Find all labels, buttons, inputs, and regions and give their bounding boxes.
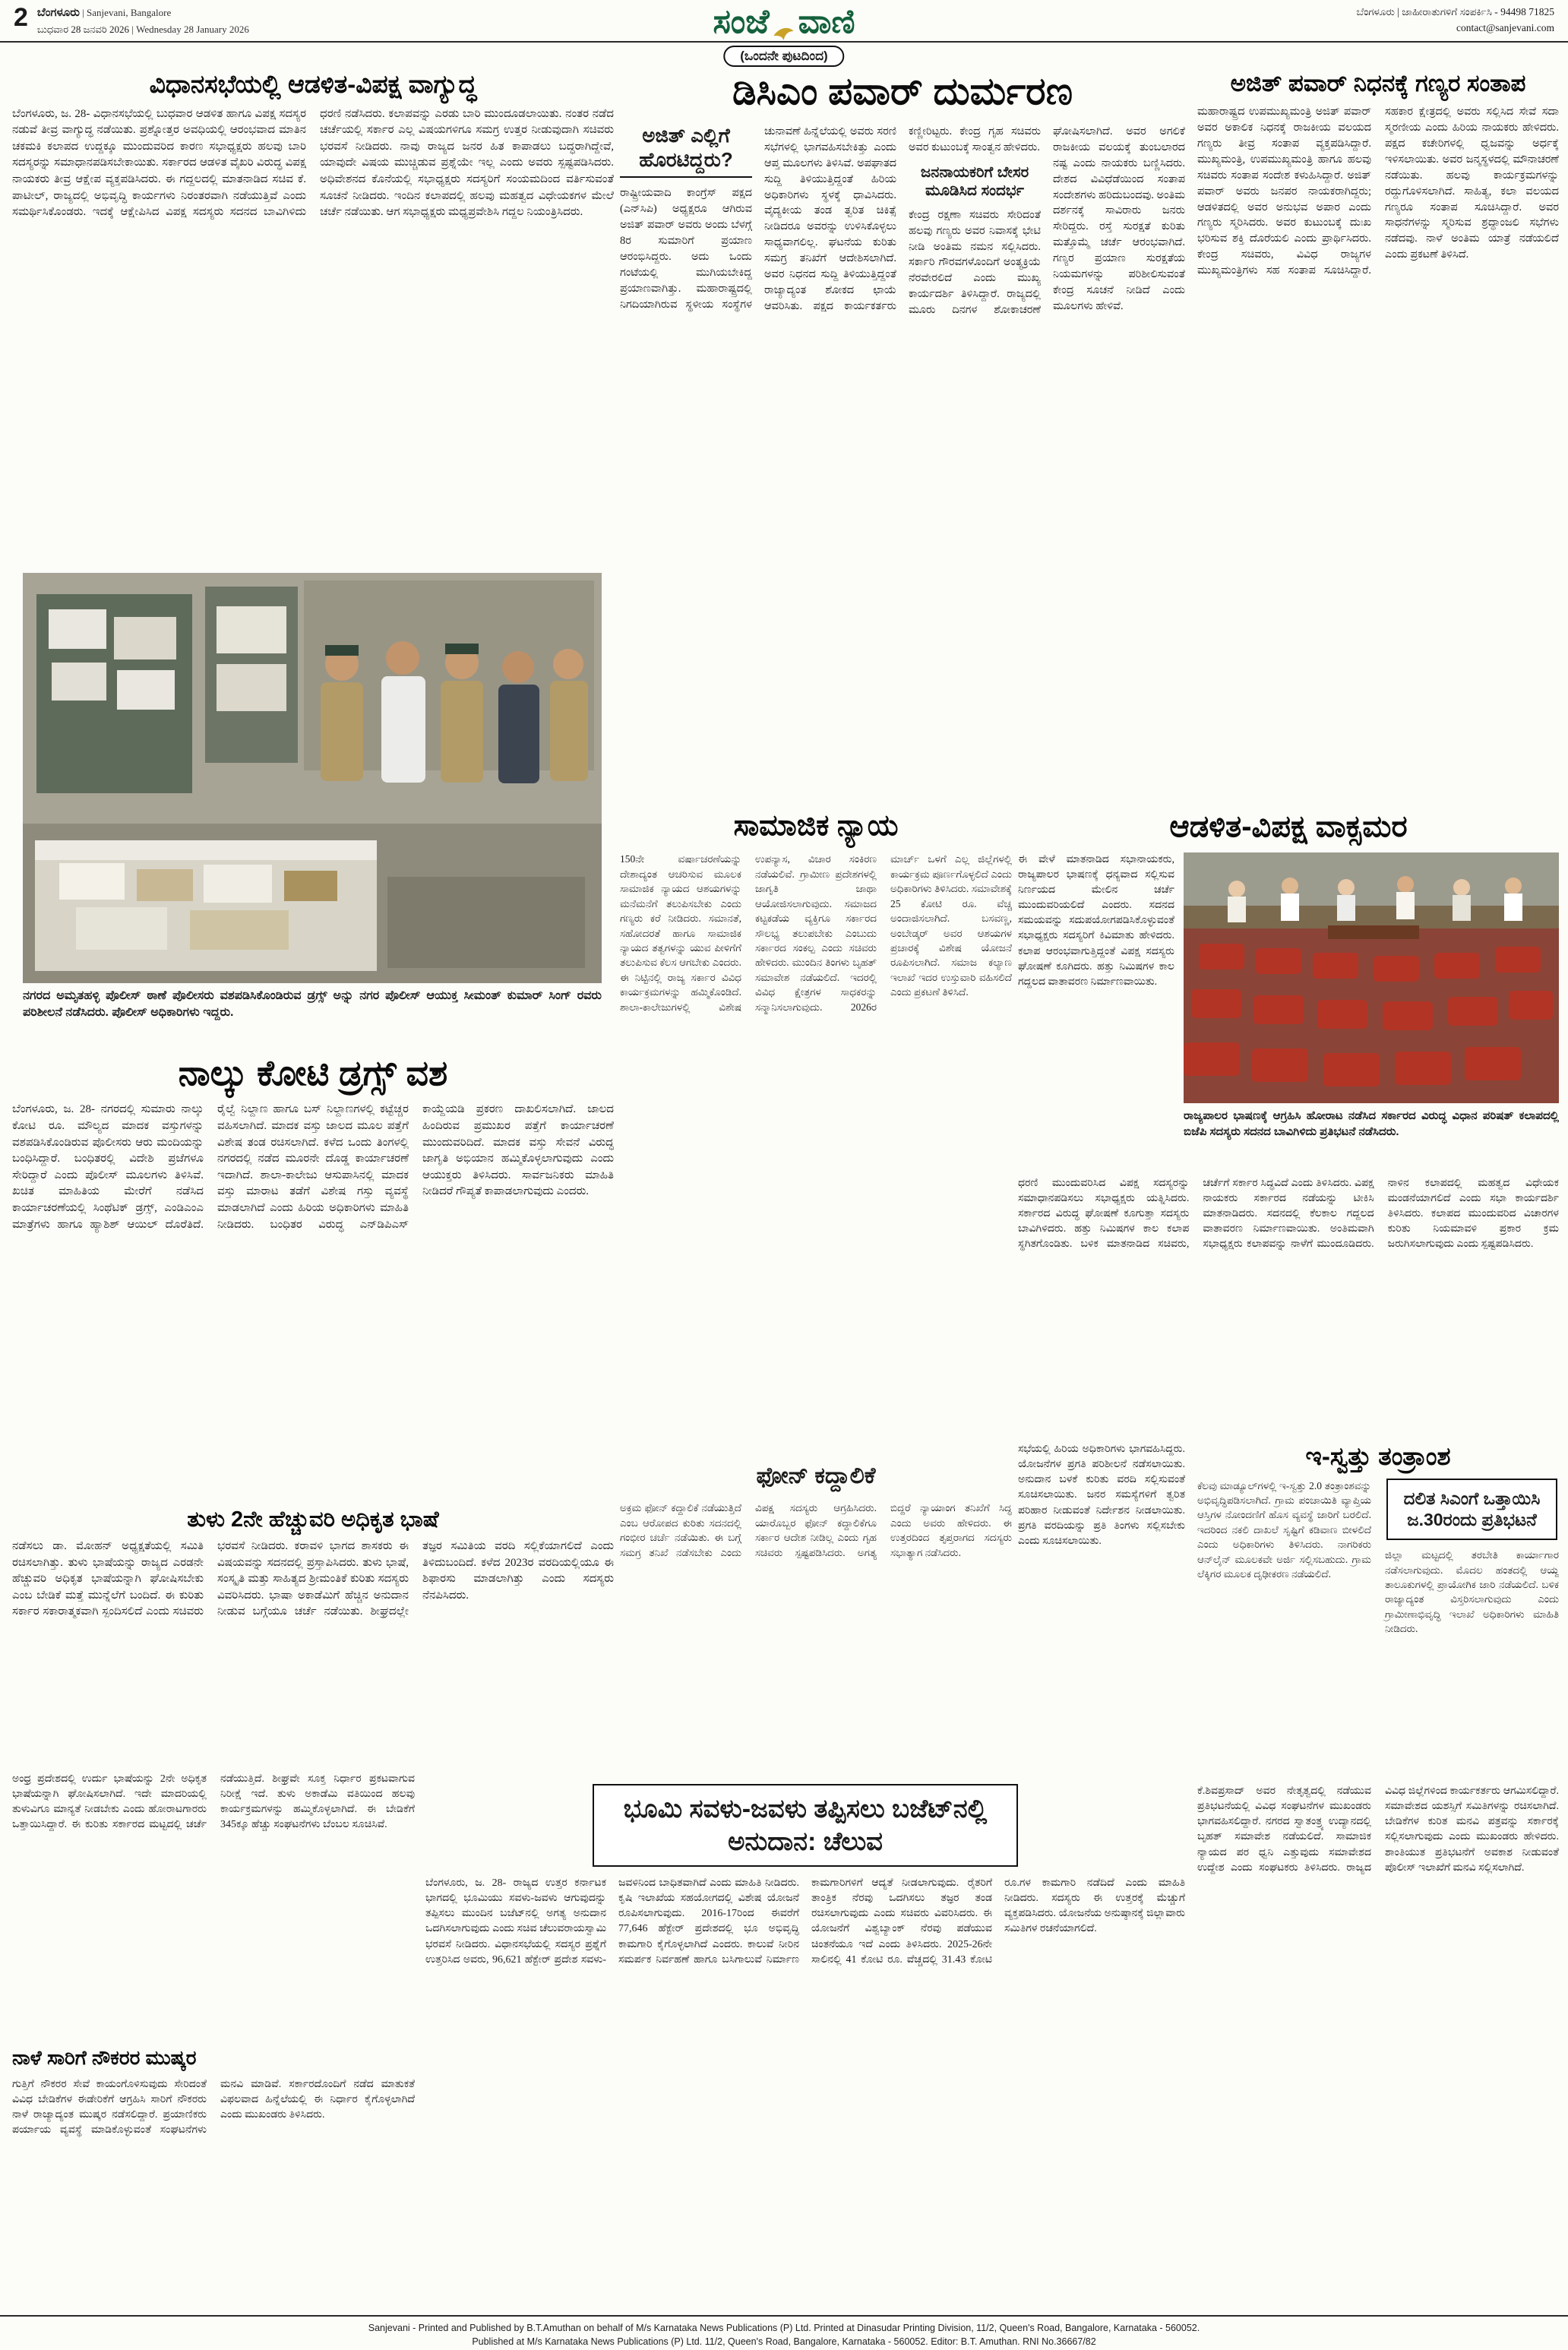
edition-info bbox=[14, 5, 249, 41]
article-body bbox=[1197, 1479, 1559, 1767]
masthead-bird-icon bbox=[773, 13, 795, 31]
page-header bbox=[0, 0, 1568, 43]
article-pawar-condolences bbox=[1197, 70, 1559, 804]
article-headline: ಸಾಮಾಜಿಕ ನ್ಯಾಯ bbox=[733, 810, 899, 842]
edition-date-kn: ಬುಧವಾರ 28 ಜನವರಿ 2026 bbox=[36, 23, 129, 35]
article-crosshead: ಜನನಾಯಕರಿಗೆ ಬೇಸರ ಮೂಡಿಸಿದ ಸಂದರ್ಭ bbox=[920, 163, 1029, 199]
subheadline-transport-strike: ನಾಳೆ ಸಾರಿಗೆ ನೌಕರರ ಮುಷ್ಕರ bbox=[12, 2046, 197, 2069]
imprint-line-2: Published at M/s Karnataka News Publications (P) Ltd. 11/2, Queen's Road, Bangalore, Karnataka - 560052. Editor: B.T. Amuthan. RNI No.36667/82 bbox=[472, 2336, 1096, 2348]
article-body: ಗುತ್ತಿಗೆ ನೌಕರರ ಸೇವೆ ಕಾಯಂಗೊಳಿಸುವುದು ಸೇರಿದಂತೆ ವಿವಿಧ ಬೇಡಿಕೆಗಳ ಈಡೇರಿಕೆಗೆ ಆಗ್ರಹಿಸಿ ಸಾರಿಗೆ ನೌಕರರು ನಾಳೆ ರಾಜ್ಯಾದ್ಯಂತ ಮುಷ್ಕರ ನಡೆಸಲಿದ್ದಾರೆ. ಪ್ರಯಾಣಿಕರು ಪರ್ಯಾಯ ವ್ಯವಸ್ಥೆ ಮಾಡಿಕೊಳ್ಳುವಂತೆ ಸಂಘಟನೆಗಳು ಮನವಿ ಮಾಡಿವೆ. ಸರ್ಕಾರದೊಂದಿಗೆ ನಡೆದ ಮಾತುಕತೆ ವಿಫಲವಾದ ಹಿನ್ನೆಲೆಯಲ್ಲಿ ಈ ನಿರ್ಧಾರ ಕೈಗೊಳ್ಳಲಾಗಿದೆ ಎಂದು ಮುಖಂಡರು ತಿಳಿಸಿದರು. bbox=[12, 2078, 415, 2137]
article-vidhanasabha bbox=[12, 70, 614, 568]
article-dcm-pawar bbox=[620, 70, 1185, 804]
edition-city-kn: ಬೆಂಗಳೂರು bbox=[36, 7, 80, 19]
contact-info bbox=[1356, 5, 1554, 41]
article-tulu-language bbox=[12, 1507, 614, 1767]
article-headline: ಅಜಿತ್ ಪವಾರ್ ನಿಧನಕ್ಕೆ ಗಣ್ಯರ ಸಂತಾಪ bbox=[1230, 70, 1526, 96]
advert-contact-line: ಬೆಂಗಳೂರು | ಜಾಹೀರಾತುಗಳಿಗೆ ಸಂಪರ್ಕಿಸಿ - 94498 71825 bbox=[1356, 6, 1554, 17]
imprint bbox=[0, 2315, 1568, 2350]
article-body: ಬೆಂಗಳೂರು, ಜ. 28- ನಗರದಲ್ಲಿ ಸುಮಾರು ನಾಲ್ಕು ಕೋಟಿ ರೂ. ಮೌಲ್ಯದ ಮಾದಕ ವಸ್ತುಗಳನ್ನು ವಶಪಡಿಸಿಕೊಂಡಿರುವ ಪೊಲೀಸರು ಆರು ಮಂದಿಯನ್ನು ಬಂಧಿಸಿದ್ದಾರೆ. ಬಂಧಿತರಲ್ಲಿ ವಿದೇಶಿ ಪ್ರಜೆಗಳೂ ಸೇರಿದ್ದಾರೆ ಎಂದು ಪೊಲೀಸ್ ಮೂಲಗಳು ತಿಳಿಸಿವೆ. ಖಚಿತ ಮಾಹಿತಿಯ ಮೇರೆಗೆ ನಡೆಸಿದ ಕಾರ್ಯಾಚರಣೆಯಲ್ಲಿ ಸಿಂಥೆಟಿಕ್ ಡ್ರಗ್ಸ್, ಎಂಡಿಎಂಎ ಮಾತ್ರೆಗಳು ಹಾಗೂ ಹ್ಯಾಶಿಶ್ ಆಯಿಲ್ ದೊರೆತಿದೆ. ರೈಲ್ವೆ ನಿಲ್ದಾಣ ಹಾಗೂ ಬಸ್ ನಿಲ್ದಾಣಗಳಲ್ಲಿ ಕಟ್ಟೆಚ್ಚರ ವಹಿಸಲಾಗಿದೆ. ಮಾದಕ ವಸ್ತು ಜಾಲದ ಮೂಲ ಪತ್ತೆಗೆ ವಿಶೇಷ ತಂಡ ರಚಿಸಲಾಗಿದೆ. ಕಳೆದ ಒಂದು ತಿಂಗಳಲ್ಲಿ ನಗರದಲ್ಲಿ ನಡೆದ ಮೂರನೇ ದೊಡ್ಡ ಕಾರ್ಯಾಚರಣೆ ಇದಾಗಿದೆ. ಶಾಲಾ-ಕಾಲೇಜು ಆಸುಪಾಸಿನಲ್ಲಿ ಮಾದಕ ವಸ್ತು ಮಾರಾಟ ತಡೆಗೆ ವಿಶೇಷ ಗಸ್ತು ವ್ಯವಸ್ಥೆ ಮಾಡಲಾಗಿದೆ ಎಂದು ಹಿರಿಯ ಅಧಿಕಾರಿಗಳು ಮಾಹಿತಿ ನೀಡಿದರು. ಬಂಧಿತರ ವಿರುದ್ಧ ಎನ್‌ಡಿಪಿಎಸ್ ಕಾಯ್ದೆಯಡಿ ಪ್ರಕರಣ ದಾಖಲಿಸಲಾಗಿದೆ. ಜಾಲದ ಹಿಂದಿರುವ ಪ್ರಮುಖರ ಪತ್ತೆಗೆ ಕಾರ್ಯಾಚರಣೆ ಮುಂದುವರಿದಿದೆ. ಮಾದಕ ವಸ್ತು ಸೇವನೆ ವಿರುದ್ಧ ಜಾಗೃತಿ ಅಭಿಯಾನ ಹಮ್ಮಿಕೊಳ್ಳಲಾಗುವುದು ಎಂದು ಆಯುಕ್ತರು ತಿಳಿಸಿದರು. ಸಾರ್ವಜನಿಕರು ಮಾಹಿತಿ ನೀಡಿದರೆ ಗೌಪ್ಯತೆ ಕಾಪಾಡಲಾಗುವುದು ಎಂದರು. bbox=[12, 1103, 614, 1231]
article-tulu-continued bbox=[12, 1772, 415, 2308]
imprint-line-1: Sanjevani - Printed and Published by B.T.Amuthan on behalf of M/s Karnataka News Publications (P) Ltd. Printed at Dinasudar Printing Division, 11/2, Queen's Road, Bangalore, Karnataka - 560052. bbox=[368, 2323, 1200, 2333]
article-body: 150ನೇ ವರ್ಷಾಚರಣೆಯನ್ನು ದೇಶಾದ್ಯಂತ ಆಚರಿಸುವ ಮೂಲಕ ಸಾಮಾಜಿಕ ನ್ಯಾಯದ ಆಶಯಗಳನ್ನು ಮನೆಮನೆಗೆ ತಲುಪಿಸಬೇಕು ಎಂದು ಗಣ್ಯರು ಕರೆ ನೀಡಿದರು. ಸಮಾನತೆ, ಸಹೋದರತೆ ಹಾಗೂ ಸಾಮಾಜಿಕ ನ್ಯಾಯದ ತತ್ವಗಳನ್ನು ಯುವ ಪೀಳಿಗೆಗೆ ತಲುಪಿಸುವ ಕೆಲಸ ಆಗಬೇಕು ಎಂದರು. ಈ ನಿಟ್ಟಿನಲ್ಲಿ ರಾಜ್ಯ ಸರ್ಕಾರ ವಿವಿಧ ಕಾರ್ಯಕ್ರಮಗಳನ್ನು ಹಮ್ಮಿಕೊಂಡಿದೆ. ಶಾಲಾ-ಕಾಲೇಜುಗಳಲ್ಲಿ ವಿಶೇಷ ಉಪನ್ಯಾಸ, ವಿಚಾರ ಸಂಕಿರಣ ನಡೆಯಲಿವೆ. ಗ್ರಾಮೀಣ ಪ್ರದೇಶಗಳಲ್ಲಿ ಜಾಗೃತಿ ಜಾಥಾ ಆಯೋಜಿಸಲಾಗುವುದು. ಸಮಾಜದ ಕಟ್ಟಕಡೆಯ ವ್ಯಕ್ತಿಗೂ ಸರ್ಕಾರದ ಸೌಲಭ್ಯ ತಲುಪಬೇಕು ಎಂಬುದು ಸರ್ಕಾರದ ಸಂಕಲ್ಪ ಎಂದು ಸಚಿವರು ಹೇಳಿದರು. ಮುಂದಿನ ತಿಂಗಳು ಬೃಹತ್ ಸಮಾವೇಶ ನಡೆಯಲಿದೆ. ಇದರಲ್ಲಿ ವಿವಿಧ ಕ್ಷೇತ್ರಗಳ ಸಾಧಕರನ್ನು ಸನ್ಮಾನಿಸಲಾಗುವುದು. 2026ರ ಮಾರ್ಚ್ ಒಳಗೆ ಎಲ್ಲ ಜಿಲ್ಲೆಗಳಲ್ಲಿ ಕಾರ್ಯಕ್ರಮ ಪೂರ್ಣಗೊಳ್ಳಲಿದೆ ಎಂದು ಅಧಿಕಾರಿಗಳು ತಿಳಿಸಿದರು. ಸಮಾವೇಶಕ್ಕೆ 25 ಕೋಟಿ ರೂ. ವೆಚ್ಚ ಅಂದಾಜಿಸಲಾಗಿದೆ. ಬಸವಣ್ಣ, ಅಂಬೇಡ್ಕರ್ ಅವರ ಆಶಯಗಳ ಪ್ರಚಾರಕ್ಕೆ ವಿಶೇಷ ಯೋಜನೆ ರೂಪಿಸಲಾಗಿದೆ. ಸಮಾಜ ಕಲ್ಯಾಣ ಇಲಾಖೆ ಇದರ ಉಸ್ತುವಾರಿ ವಹಿಸಲಿದೆ ಎಂದು ಪ್ರಕಟಣೆ ತಿಳಿಸಿದೆ. bbox=[620, 853, 1012, 1013]
article-bhoomi-budget bbox=[425, 1784, 1185, 2310]
article-body: ಕೆ.ಶಿವಪ್ರಸಾದ್ ಅವರ ನೇತೃತ್ವದಲ್ಲಿ ನಡೆಯುವ ಪ್ರತಿಭಟನೆಯಲ್ಲಿ ವಿವಿಧ ಸಂಘಟನೆಗಳ ಮುಖಂಡರು ಭಾಗವಹಿಸಲಿದ್ದಾರೆ. ನಗರದ ಸ್ವಾತಂತ್ರ್ಯ ಉದ್ಯಾನದಲ್ಲಿ ಬೃಹತ್ ಸಮಾವೇಶ ನಡೆಯಲಿದೆ. ಸಾಮಾಜಿಕ ನ್ಯಾಯದ ಪರ ಧ್ವನಿ ಎತ್ತುವುದು ಸಮಾವೇಶದ ಉದ್ದೇಶ ಎಂದು ಸಂಘಟಕರು ತಿಳಿಸಿದರು. ರಾಜ್ಯದ ವಿವಿಧ ಜಿಲ್ಲೆಗಳಿಂದ ಕಾರ್ಯಕರ್ತರು ಆಗಮಿಸಲಿದ್ದಾರೆ. ಸಮಾವೇಶದ ಯಶಸ್ಸಿಗೆ ಸಮಿತಿಗಳನ್ನು ರಚಿಸಲಾಗಿದೆ. ಬೇಡಿಕೆಗಳ ಕುರಿತ ಮನವಿ ಪತ್ರವನ್ನು ಸರ್ಕಾರಕ್ಕೆ ಸಲ್ಲಿಸಲಾಗುವುದು ಎಂದು ಮುಖಂಡರು ಹೇಳಿದರು. ಶಾಂತಿಯುತ ಪ್ರತಿಭಟನೆಗೆ ಅವಕಾಶ ನೀಡುವಂತೆ ಪೊಲೀಸ್ ಇಲಾಖೆಗೆ ಮನವಿ ಸಲ್ಲಿಸಲಾಗಿದೆ. bbox=[1197, 1785, 1559, 1874]
masthead-text-left: ಸಂಜೆ bbox=[713, 3, 770, 40]
edition-city-en: | Sanjevani, Bangalore bbox=[82, 7, 172, 18]
subheadline-phone-tapping: ಫೋನ್ ಕದ್ದಾಲಿಕೆ bbox=[756, 1463, 876, 1489]
masthead-text-right: ವಾಣಿ bbox=[798, 3, 855, 40]
article-body: ಸಭೆಯಲ್ಲಿ ಹಿರಿಯ ಅಧಿಕಾರಿಗಳು ಭಾಗವಹಿಸಿದ್ದರು. ಯೋಜನೆಗಳ ಪ್ರಗತಿ ಪರಿಶೀಲನೆ ನಡೆಸಲಾಯಿತು. ಅನುದಾನ ಬಳಕೆ ಕುರಿತು ವರದಿ ಸಲ್ಲಿಸುವಂತೆ ಸೂಚಿಸಲಾಯಿತು. ಜನರ ಸಮಸ್ಯೆಗಳಿಗೆ ತ್ವರಿತ ಪರಿಹಾರ ನೀಡುವಂತೆ ನಿರ್ದೇಶನ ನೀಡಲಾಯಿತು. ಪ್ರಗತಿ ವರದಿಯನ್ನು ಪ್ರತಿ ತಿಂಗಳು ಸಲ್ಲಿಸಬೇಕು ಎಂದು ಸೂಚಿಸಲಾಯಿತು. bbox=[1018, 1444, 1185, 1547]
article-headline: ಡಿಸಿಎಂ ಪವಾರ್ ದುರ್ಮರಣ bbox=[732, 70, 1073, 112]
article-headline: ತುಳು 2ನೇ ಹೆಚ್ಚುವರಿ ಅಧಿಕೃತ ಭಾಷೆ bbox=[187, 1507, 439, 1532]
article-body: ಬೆಂಗಳೂರು, ಜ. 28- ವಿಧಾನಸಭೆಯಲ್ಲಿ ಬುಧವಾರ ಆಡಳಿತ ಹಾಗೂ ವಿಪಕ್ಷ ಸದಸ್ಯರ ನಡುವೆ ತೀವ್ರ ವಾಗ್ಯುದ್ಧ ನಡೆಯಿತು. ಪ್ರಶ್ನೋತ್ತರ ಅವಧಿಯಲ್ಲಿ ಆರಂಭವಾದ ಮಾತಿನ ಚಕಮಕಿ ಕಲಾಪದ ಉದ್ದಕ್ಕೂ ಮುಂದುವರಿದ ಕಾರಣ ಸಭಾಧ್ಯಕ್ಷರು ಹಲವು ಬಾರಿ ಸದಸ್ಯರನ್ನು ಸಮಾಧಾನಪಡಿಸಬೇಕಾಯಿತು. ಸರ್ಕಾರದ ಆಡಳಿತ ವೈಖರಿ ವಿರುದ್ಧ ವಿಪಕ್ಷ ನಾಯಕರು ತೀವ್ರ ಆಕ್ಷೇಪ ವ್ಯಕ್ತಪಡಿಸಿದರು. ಈ ಗದ್ದಲದಲ್ಲಿ ಮಾತನಾಡಿದ ಸಚಿವ ಕೆ. ಪಾಟೀಲ್, ರಾಜ್ಯದಲ್ಲಿ ಅಭಿವೃದ್ಧಿ ಕಾರ್ಯಗಳು ನಿರಂತರವಾಗಿ ನಡೆಯುತ್ತಿವೆ ಎಂದು ಸಮರ್ಥಿಸಿಕೊಂಡರು. ಇದಕ್ಕೆ ಆಕ್ಷೇಪಿಸಿದ ವಿಪಕ್ಷ ಸದಸ್ಯರು ಸದನದ ಬಾವಿಗಿಳಿದು ಧರಣಿ ನಡೆಸಿದರು. ಕಲಾಪವನ್ನು ಎರಡು ಬಾರಿ ಮುಂದೂಡಲಾಯಿತು. ನಂತರ ನಡೆದ ಚರ್ಚೆಯಲ್ಲಿ ಸರ್ಕಾರ ಎಲ್ಲ ವಿಷಯಗಳಿಗೂ ಸಮಗ್ರ ಉತ್ತರ ನೀಡುವುದಾಗಿ ಸಚಿವರು ಭರವಸೆ ನೀಡಿದರು. ನಾವು ರಾಜ್ಯದ ಜನರ ಹಿತ ಕಾಪಾಡಲು ಬದ್ಧರಾಗಿದ್ದೇವೆ, ಯಾವುದೇ ವಿಷಯ ಮುಚ್ಚಿಡುವ ಪ್ರಶ್ನೆಯೇ ಇಲ್ಲ ಎಂದು ಅವರು ಸ್ಪಷ್ಟಪಡಿಸಿದರು. ಅಧಿವೇಶನದ ಕೊನೆಯಲ್ಲಿ ಸಭಾಧ್ಯಕ್ಷರು ಸದಸ್ಯರಿಗೆ ಸಂಯಮದಿಂದ ವರ್ತಿಸುವಂತೆ ಸೂಚನೆ ನೀಡಿದರು. ಇಂದಿನ ಕಲಾಪದಲ್ಲಿ ಹಲವು ಮಹತ್ವದ ವಿಧೇಯಕಗಳ ಮೇಲೆ ಚರ್ಚೆ ನಡೆಯಿತು. ಆಗ ಸಭಾಧ್ಯಕ್ಷರು ಮಧ್ಯಪ್ರವೇಶಿಸಿ ಗದ್ದಲ ನಿಯಂತ್ರಿಸಿದರು. bbox=[12, 107, 614, 219]
article-headline: ವಿಧಾನಸಭೆಯಲ್ಲಿ ಆಡಳಿತ-ವಿಪಕ್ಷ ವಾಗ್ಯುದ್ಧ bbox=[149, 70, 477, 98]
edition-date-en: | Wednesday 28 January 2026 bbox=[131, 23, 249, 35]
article-body-part2: ಕೇಂದ್ರ ರಕ್ಷಣಾ ಸಚಿವರು ಸೇರಿದಂತೆ ಹಲವು ಗಣ್ಯರು ಅವರ ನಿವಾಸಕ್ಕೆ ಭೇಟಿ ನೀಡಿ ಅಂತಿಮ ನಮನ ಸಲ್ಲಿಸಿದರು. ಸರ್ಕಾರಿ ಗೌರವಗಳೊಂದಿಗೆ ಅಂತ್ಯಕ್ರಿಯೆ ನೆರವೇರಲಿದೆ ಎಂದು ಮುಖ್ಯ ಕಾರ್ಯದರ್ಶಿ ತಿಳಿಸಿದ್ದಾರೆ. ರಾಜ್ಯದಲ್ಲಿ ಮೂರು ದಿನಗಳ ಶೋಕಾಚರಣೆ ಘೋಷಿಸಲಾಗಿದೆ. ಅವರ ಅಗಲಿಕೆ ರಾಜಕೀಯ ವಲಯಕ್ಕೆ ತುಂಬಲಾರದ ನಷ್ಟ ಎಂದು ನಾಯಕರು ಬಣ್ಣಿಸಿದರು. ದೇಶದ ವಿವಿಧೆಡೆಯಿಂದ ಸಂತಾಪ ಸಂದೇಶಗಳು ಹರಿದುಬಂದವು. ಅಂತಿಮ ದರ್ಶನಕ್ಕೆ ಸಾವಿರಾರು ಜನರು ಸೇರಿದ್ದರು. ರಸ್ತೆ ಸುರಕ್ಷತೆ ಕುರಿತು ಮತ್ತೊಮ್ಮೆ ಚರ್ಚೆ ಆರಂಭವಾಗಿದೆ. ಗಣ್ಯರ ಪ್ರಯಾಣ ಸುರಕ್ಷತೆಯ ನಿಯಮಗಳನ್ನು ಪರಿಶೀಲಿಸುವಂತೆ ಕೇಂದ್ರ ಸೂಚನೆ ನೀಡಿದೆ ಎಂದು ಮೂಲಗಳು ಹೇಳಿವೆ. bbox=[909, 125, 1185, 316]
article-subheadline: ಅಜಿತ್ ಎಲ್ಲಿಗೆ ಹೊರಟಿದ್ದರು? bbox=[620, 124, 752, 178]
article-side-body: ಈ ವೇಳೆ ಮಾತನಾಡಿದ ಸಭಾನಾಯಕರು, ರಾಜ್ಯಪಾಲರ ಭಾಷಣಕ್ಕೆ ಧನ್ಯವಾದ ಸಲ್ಲಿಸುವ ನಿರ್ಣಯದ ಮೇಲಿನ ಚರ್ಚೆ ಮುಂದುವರಿಯಲಿದೆ ಎಂದರು. ಸದನದ ಸಮಯವನ್ನು ಸದುಪಯೋಗಪಡಿಸಿಕೊಳ್ಳುವಂತೆ ಸಭಾಧ್ಯಕ್ಷರು ಸದಸ್ಯರಿಗೆ ಕಿವಿಮಾತು ಹೇಳಿದರು. ಕಲಾಪ ಆರಂಭವಾಗುತ್ತಿದ್ದಂತೆ ವಿಪಕ್ಷ ಸದಸ್ಯರು ಘೋಷಣೆ ಕೂಗಿದರು. ಹತ್ತು ನಿಮಿಷಗಳ ಕಾಲ ಗದ್ದಲದ ವಾತಾವರಣ ನಿರ್ಮಾಣವಾಯಿತು. bbox=[1018, 853, 1174, 988]
article-body: ಅಂಧ್ರ ಪ್ರದೇಶದಲ್ಲಿ ಉರ್ದು ಭಾಷೆಯನ್ನು 2ನೇ ಅಧಿಕೃತ ಭಾಷೆಯನ್ನಾಗಿ ಘೋಷಿಸಲಾಗಿದೆ. ಇದೇ ಮಾದರಿಯಲ್ಲಿ ತುಳುವಿಗೂ ಮಾನ್ಯತೆ ನೀಡಬೇಕು ಎಂದು ಹೋರಾಟಗಾರರು ಒತ್ತಾಯಿಸಿದ್ದಾರೆ. ಈ ಕುರಿತು ಸರ್ಕಾರದ ಮಟ್ಟದಲ್ಲಿ ಚರ್ಚೆ ನಡೆಯುತ್ತಿದೆ. ಶೀಘ್ರವೇ ಸೂಕ್ತ ನಿರ್ಧಾರ ಪ್ರಕಟವಾಗುವ ನಿರೀಕ್ಷೆ ಇದೆ. ತುಳು ಅಕಾಡೆಮಿ ವತಿಯಿಂದ ಹಲವು ಕಾರ್ಯಕ್ರಮಗಳನ್ನು ಹಮ್ಮಿಕೊಳ್ಳಲಾಗಿದೆ. ಈ ಬೇಡಿಕೆಗೆ 345ಕ್ಕೂ ಹೆಚ್ಚು ಸಂಘಟನೆಗಳು ಬೆಂಬಲ ಸೂಚಿಸಿವೆ. bbox=[12, 1773, 415, 1831]
photo-caption-assembly: ರಾಜ್ಯಪಾಲರ ಭಾಷಣಕ್ಕೆ ಆಗ್ರಹಿಸಿ ಹೋರಾಟ ನಡೆಸಿದ ಸರ್ಕಾರದ ವಿರುದ್ಧ ವಿಧಾನ ಪರಿಷತ್ ಕಲಾಪದಲ್ಲಿ ಬಿಜೆಪಿ ಸದಸ್ಯರು ಸದನದ ಬಾವಿಗಿಳಿದು ಪ್ರತಿಭಟನೆ ನಡೆಸಿದರು. bbox=[1184, 1109, 1559, 1138]
article-body-part1: ಕೆಲವು ಮಾಡ್ಯೂಲ್‌ಗಳಲ್ಲಿ ಇ-ಸ್ವತ್ತು 2.0 ತಂತ್ರಾಂಶವನ್ನು ಅಭಿವೃದ್ಧಿಪಡಿಸಲಾಗಿದೆ. ಗ್ರಾಮ ಪಂಚಾಯಿತಿ ವ್ಯಾಪ್ತಿಯ ಆಸ್ತಿಗಳ ನೋಂದಣಿಗೆ ಹೊಸ ವ್ಯವಸ್ಥೆ ಜಾರಿಗೆ ಬರಲಿದೆ. ಇದರಿಂದ ನಕಲಿ ದಾಖಲೆ ಸೃಷ್ಟಿಗೆ ಕಡಿವಾಣ ಬೀಳಲಿದೆ ಎಂದು ಅಧಿಕಾರಿಗಳು ತಿಳಿಸಿದರು. ನಾಗರಿಕರು ಆನ್‌ಲೈನ್ ಮೂಲಕವೇ ಅರ್ಜಿ ಸಲ್ಲಿಸಬಹುದು. ಗ್ರಾಮ ಲೆಕ್ಕಿಗರ ಮೂಲಕ ದೃಢೀಕರಣ ನಡೆಯಲಿದೆ. bbox=[1197, 1479, 1371, 1580]
article-body bbox=[620, 124, 1185, 792]
article-body-part2: ಜಿಲ್ಲಾ ಮಟ್ಟದಲ್ಲಿ ತರಬೇತಿ ಕಾರ್ಯಾಗಾರ ನಡೆಸಲಾಗುವುದು. ಮೊದಲ ಹಂತದಲ್ಲಿ ಆಯ್ದ ತಾಲೂಕುಗಳಲ್ಲಿ ಪ್ರಾಯೋಗಿಕ ಜಾರಿ ನಡೆಯಲಿದೆ. ಬಳಿಕ ರಾಜ್ಯಾದ್ಯಂತ ವಿಸ್ತರಿಸಲಾಗುವುದು ಎಂದು ಗ್ರಾಮೀಣಾಭಿವೃದ್ಧಿ ಇಲಾಖೆ ಅಧಿಕಾರಿಗಳು ಮಾಹಿತಿ ನೀಡಿದರು. bbox=[1385, 1549, 1559, 1635]
continued-from-tag: (ಒಂದನೇ ಪುಟದಿಂದ) bbox=[723, 46, 844, 67]
article-assembly-continued bbox=[1018, 1442, 1185, 1778]
article-assembly-war-of-words bbox=[1018, 810, 1559, 1436]
article-headline: ಆಡಳಿತ-ವಿಪಕ್ಷ ವಾಕ್ಸಮರ bbox=[1169, 810, 1408, 843]
article-headline: ಇ-ಸ್ವತ್ತು ತಂತ್ರಾಂಶ bbox=[1305, 1442, 1451, 1470]
news-photo-assembly-protest bbox=[1184, 852, 1559, 1103]
article-body: ಅಕ್ರಮ ಫೋನ್ ಕದ್ದಾಲಿಕೆ ನಡೆಯುತ್ತಿದೆ ಎಂಬ ಆರೋಪದ ಕುರಿತು ಸದನದಲ್ಲಿ ಗಂಭೀರ ಚರ್ಚೆ ನಡೆಯಿತು. ಈ ಬಗ್ಗೆ ಸಮಗ್ರ ತನಿಖೆ ನಡೆಸಬೇಕು ಎಂದು ವಿಪಕ್ಷ ಸದಸ್ಯರು ಆಗ್ರಹಿಸಿದರು. ಯಾರೊಬ್ಬರ ಫೋನ್ ಕದ್ದಾಲಿಕೆಗೂ ಸರ್ಕಾರ ಆದೇಶ ನೀಡಿಲ್ಲ ಎಂದು ಗೃಹ ಸಚಿವರು ಸ್ಪಷ್ಟಪಡಿಸಿದರು. ಅಗತ್ಯ ಬಿದ್ದರೆ ನ್ಯಾಯಾಂಗ ತನಿಖೆಗೆ ಸಿದ್ಧ ಎಂದು ಅವರು ಹೇಳಿದರು. ಈ ಉತ್ತರದಿಂದ ತೃಪ್ತರಾಗದ ಸದಸ್ಯರು ಸಭಾತ್ಯಾಗ ನಡೆಸಿದರು. bbox=[620, 1502, 1012, 1558]
photo-caption-drugs: ನಗರದ ಅಮೃತಹಳ್ಳಿ ಪೊಲೀಸ್ ಠಾಣೆ ಪೊಲೀಸರು ವಶಪಡಿಸಿಕೊಂಡಿರುವ ಡ್ರಗ್ಸ್ ಅನ್ನು ನಗರ ಪೊಲೀಸ್ ಆಯುಕ್ತ ಸೀಮಂತ್ ಕುಮಾರ್ ಸಿಂಗ್ ರವರು ಪರಿಶೀಲನೆ ನಡೆಸಿದರು. ಪೊಲೀಸ್ ಅಧಿಕಾರಿಗಳು ಇದ್ದರು. bbox=[23, 989, 602, 1020]
contact-email: contact@sanjevani.com bbox=[1456, 21, 1554, 33]
edition-lines bbox=[37, 5, 249, 36]
article-body: ಧರಣಿ ಮುಂದುವರಿಸಿದ ವಿಪಕ್ಷ ಸದಸ್ಯರನ್ನು ಸಮಾಧಾನಪಡಿಸಲು ಸಭಾಧ್ಯಕ್ಷರು ಯತ್ನಿಸಿದರು. ಸರ್ಕಾರದ ವಿರುದ್ಧ ಘೋಷಣೆ ಕೂಗುತ್ತಾ ಸದಸ್ಯರು ಬಾವಿಗಿಳಿದರು. ಹತ್ತು ನಿಮಿಷಗಳ ಕಾಲ ಕಲಾಪ ಸ್ಥಗಿತಗೊಂಡಿತು. ಬಳಿಕ ಮಾತನಾಡಿದ ಸಚಿವರು, ಚರ್ಚೆಗೆ ಸರ್ಕಾರ ಸಿದ್ಧವಿದೆ ಎಂದು ತಿಳಿಸಿದರು. ವಿಪಕ್ಷ ನಾಯಕರು ಸರ್ಕಾರದ ನಡೆಯನ್ನು ಟೀಕಿಸಿ ಮಾತನಾಡಿದರು. ಸದನದಲ್ಲಿ ಕೆಲಕಾಲ ಗದ್ದಲದ ವಾತಾವರಣ ನಿರ್ಮಾಣವಾಯಿತು. ಅಂತಿಮವಾಗಿ ಸಭಾಧ್ಯಕ್ಷರು ಕಲಾಪವನ್ನು ನಾಳೆಗೆ ಮುಂದೂಡಿದರು. ನಾಳಿನ ಕಲಾಪದಲ್ಲಿ ಮಹತ್ವದ ವಿಧೇಯಕ ಮಂಡನೆಯಾಗಲಿದೆ ಎಂದು ಸಭಾ ಕಾರ್ಯದರ್ಶಿ ತಿಳಿಸಿದರು. ಕಲಾಪದ ಮುಂದುವರಿದ ವಿಚಾರಗಳ ಕುರಿತು ನಿಯಮಾವಳಿ ಪ್ರಕಾರ ಕ್ರಮ ಜರುಗಿಸಲಾಗುವುದು ಎಂದು ಸ್ಪಷ್ಟಪಡಿಸಿದರು. bbox=[1018, 1177, 1559, 1251]
article-headline: ಭೂಮಿ ಸವಳು-ಜವಳು ತಪ್ಪಿಸಲು ಬಜೆಟ್‌ನಲ್ಲಿ ಅನುದಾನ: ಚೆಲುವ bbox=[593, 1784, 1018, 1867]
article-body-part1: ರಾಷ್ಟ್ರೀಯವಾದಿ ಕಾಂಗ್ರೆಸ್ ಪಕ್ಷದ (ಎನ್‌ಸಿಪಿ) ಅಧ್ಯಕ್ಷರೂ ಆಗಿರುವ ಅಜಿತ್ ಪವಾರ್ ಅವರು ಅಂದು ಬೆಳಗ್ಗೆ 8ರ ಸುಮಾರಿಗೆ ಪ್ರಯಾಣ ಆರಂಭಿಸಿದ್ದರು. ಅದು ಒಂದು ಗಂಟೆಯಲ್ಲಿ ಮುಗಿಯಬೇಕಿದ್ದ ಪ್ರಯಾಣವಾಗಿತ್ತು. ಮಹಾರಾಷ್ಟ್ರದಲ್ಲಿ ನಿಗದಿಯಾಗಿರುವ ಸ್ಥಳೀಯ ಸಂಸ್ಥೆಗಳ ಚುನಾವಣೆ ಹಿನ್ನೆಲೆಯಲ್ಲಿ ಅವರು ಸರಣಿ ಸಭೆಗಳಲ್ಲಿ ಭಾಗವಹಿಸಬೇಕಿತ್ತು ಎಂದು ಆಪ್ತ ಮೂಲಗಳು ತಿಳಿಸಿವೆ. ಅಪಘಾತದ ಸುದ್ದಿ ತಿಳಿಯುತ್ತಿದ್ದಂತೆ ಹಿರಿಯ ಅಧಿಕಾರಿಗಳು ಸ್ಥಳಕ್ಕೆ ಧಾವಿಸಿದರು. ವೈದ್ಯಕೀಯ ತಂಡ ತ್ವರಿತ ಚಿಕಿತ್ಸೆ ನೀಡಿದರೂ ಅವರನ್ನು ಉಳಿಸಿಕೊಳ್ಳಲು ಸಾಧ್ಯವಾಗಲಿಲ್ಲ. ಘಟನೆಯ ಕುರಿತು ಸಮಗ್ರ ತನಿಖೆಗೆ ಆದೇಶಿಸಲಾಗಿದೆ. ಅವರ ನಿಧನದ ಸುದ್ದಿ ತಿಳಿಯುತ್ತಿದ್ದಂತೆ ರಾಜ್ಯಾದ್ಯಂತ ಶೋಕದ ಛಾಯೆ ಆವರಿಸಿತು. ಪಕ್ಷದ ಕಾರ್ಯಕರ್ತರು ಕಣ್ಣೀರಿಟ್ಟರು. ಕೇಂದ್ರ ಗೃಹ ಸಚಿವರು ಅವರ ಕುಟುಂಬಕ್ಕೆ ಸಾಂತ್ವನ ಹೇಳಿದರು. bbox=[620, 125, 1041, 312]
article-headline: ನಾಲ್ಕು ಕೋಟಿ ಡ್ರಗ್ಸ್ ವಶ bbox=[178, 1053, 448, 1093]
article-drugs-seizure bbox=[12, 1053, 614, 1503]
page-number: 2 bbox=[14, 3, 28, 32]
article-esvattu-software bbox=[1197, 1442, 1559, 1778]
news-photo-drugs-seizure bbox=[23, 573, 602, 983]
masthead bbox=[713, 3, 855, 41]
article-social-justice bbox=[620, 810, 1012, 1775]
subheadline-dalit-cm-protest: ದಲಿತ ಸಿಎಂಗೆ ಒತ್ತಾಯಿಸಿ ಜ.30ರಂದು ಪ್ರತಿಭಟನೆ bbox=[1386, 1479, 1557, 1541]
article-body: ನಡೆಸಲು ಡಾ. ಮೋಹನ್ ಅಧ್ಯಕ್ಷತೆಯಲ್ಲಿ ಸಮಿತಿ ರಚಿಸಲಾಗಿತ್ತು. ತುಳು ಭಾಷೆಯನ್ನು ರಾಜ್ಯದ ಎರಡನೇ ಹೆಚ್ಚುವರಿ ಅಧಿಕೃತ ಭಾಷೆಯನ್ನಾಗಿ ಘೋಷಿಸಬೇಕು ಎಂಬ ಬೇಡಿಕೆ ಮತ್ತೆ ಮುನ್ನೆಲೆಗೆ ಬಂದಿದೆ. ಈ ಕುರಿತು ಸರ್ಕಾರ ಸಕಾರಾತ್ಮಕವಾಗಿ ಸ್ಪಂದಿಸಲಿದೆ ಎಂದು ಸಚಿವರು ಭರವಸೆ ನೀಡಿದರು. ಕರಾವಳಿ ಭಾಗದ ಶಾಸಕರು ಈ ವಿಷಯವನ್ನು ಸದನದಲ್ಲಿ ಪ್ರಸ್ತಾಪಿಸಿದರು. ತುಳು ಭಾಷೆ, ಸಂಸ್ಕೃತಿ ಮತ್ತು ಸಾಹಿತ್ಯದ ಶ್ರೀಮಂತಿಕೆ ಕುರಿತು ಸದಸ್ಯರು ವಿವರಿಸಿದರು. ಭಾಷಾ ಅಕಾಡೆಮಿಗೆ ಹೆಚ್ಚಿನ ಅನುದಾನ ನೀಡುವ ಬಗ್ಗೆಯೂ ಚರ್ಚೆ ನಡೆಯಿತು. ಶೀಘ್ರದಲ್ಲೇ ತಜ್ಞರ ಸಮಿತಿಯ ವರದಿ ಸಲ್ಲಿಕೆಯಾಗಲಿದೆ ಎಂದು ತಿಳಿದುಬಂದಿದೆ. ಕಳೆದ 2023ರ ವರದಿಯಲ್ಲಿಯೂ ಈ ಶಿಫಾರಸು ಮಾಡಲಾಗಿತ್ತು ಎಂದು ಸದಸ್ಯರು ನೆನಪಿಸಿದರು. bbox=[12, 1540, 614, 1618]
article-body: ಬೆಂಗಳೂರು, ಜ. 28- ರಾಜ್ಯದ ಉತ್ತರ ಕರ್ನಾಟಕ ಭಾಗದಲ್ಲಿ ಭೂಮಿಯು ಸವಳು-ಜವಳು ಆಗುವುದನ್ನು ತಪ್ಪಿಸಲು ಮುಂದಿನ ಬಜೆಟ್‌ನಲ್ಲಿ ಅಗತ್ಯ ಅನುದಾನ ಒದಗಿಸಲಾಗುವುದು ಎಂದು ಸಚಿವ ಚೆಲುವರಾಯಸ್ವಾಮಿ ಭರವಸೆ ನೀಡಿದರು. ವಿಧಾನಸಭೆಯಲ್ಲಿ ಸದಸ್ಯರ ಪ್ರಶ್ನೆಗೆ ಉತ್ತರಿಸಿದ ಅವರು, 96,621 ಹೆಕ್ಟೇರ್ ಪ್ರದೇಶ ಸವಳು-ಜವಳಿನಿಂದ ಬಾಧಿತವಾಗಿದೆ ಎಂದು ಮಾಹಿತಿ ನೀಡಿದರು. ಕೃಷಿ ಇಲಾಖೆಯ ಸಹಯೋಗದಲ್ಲಿ ವಿಶೇಷ ಯೋಜನೆ ರೂಪಿಸಲಾಗುವುದು. 2016-17ರಿಂದ ಈವರೆಗೆ 77,646 ಹೆಕ್ಟೇರ್ ಪ್ರದೇಶದಲ್ಲಿ ಭೂ ಅಭಿವೃದ್ಧಿ ಕಾಮಗಾರಿ ಕೈಗೊಳ್ಳಲಾಗಿದೆ ಎಂದರು. ಕಾಲುವೆ ನೀರಿನ ಸಮರ್ಪಕ ನಿರ್ವಹಣೆ ಹಾಗೂ ಬಸಿಗಾಲುವೆ ನಿರ್ಮಾಣ ಕಾಮಗಾರಿಗಳಿಗೆ ಆದ್ಯತೆ ನೀಡಲಾಗುವುದು. ರೈತರಿಗೆ ತಾಂತ್ರಿಕ ನೆರವು ಒದಗಿಸಲು ತಜ್ಞರ ತಂಡ ರಚಿಸಲಾಗುವುದು ಎಂದು ಸಚಿವರು ವಿವರಿಸಿದರು. ಈ ಯೋಜನೆಗೆ ವಿಶ್ವಬ್ಯಾಂಕ್ ನೆರವು ಪಡೆಯುವ ಚಿಂತನೆಯೂ ಇದೆ ಎಂದು ತಿಳಿಸಿದರು. 2025-26ನೇ ಸಾಲಿನಲ್ಲಿ 41 ಕೋಟಿ ರೂ. ವೆಚ್ಚದಲ್ಲಿ 31.43 ಕೋಟಿ ರೂ.ಗಳ ಕಾಮಗಾರಿ ನಡೆದಿದೆ ಎಂದು ಮಾಹಿತಿ ನೀಡಿದರು. ಸದಸ್ಯರು ಈ ಉತ್ತರಕ್ಕೆ ಮೆಚ್ಚುಗೆ ವ್ಯಕ್ತಪಡಿಸಿದರು. ಯೋಜನೆಯ ಅನುಷ್ಠಾನಕ್ಕೆ ಜಿಲ್ಲಾವಾರು ಸಮಿತಿಗಳ ರಚನೆಯಾಗಲಿದೆ. bbox=[425, 1877, 1185, 1966]
article-body: ಮಹಾರಾಷ್ಟ್ರದ ಉಪಮುಖ್ಯಮಂತ್ರಿ ಅಜಿತ್ ಪವಾರ್ ಅವರ ಅಕಾಲಿಕ ನಿಧನಕ್ಕೆ ರಾಜಕೀಯ ವಲಯದ ಗಣ್ಯರು ತೀವ್ರ ಸಂತಾಪ ವ್ಯಕ್ತಪಡಿಸಿದ್ದಾರೆ. ಮುಖ್ಯಮಂತ್ರಿ, ಉಪಮುಖ್ಯಮಂತ್ರಿ ಹಾಗೂ ಹಲವು ಸಚಿವರು ಸಂತಾಪ ಸಂದೇಶ ಕಳುಹಿಸಿದ್ದಾರೆ. ಅಜಿತ್ ಪವಾರ್ ಅವರು ಜನಪರ ನಾಯಕರಾಗಿದ್ದರು; ಆಡಳಿತದಲ್ಲಿ ಅವರ ಅನುಭವ ಅಪಾರ ಎಂದು ಗಣ್ಯರು ಸ್ಮರಿಸಿದರು. ಅವರ ಕುಟುಂಬಕ್ಕೆ ದುಃಖ ಭರಿಸುವ ಶಕ್ತಿ ದೊರೆಯಲಿ ಎಂದು ಪ್ರಾರ್ಥಿಸಿದರು. ಕೇಂದ್ರ ಸಚಿವರು, ವಿವಿಧ ರಾಜ್ಯಗಳ ಮುಖ್ಯಮಂತ್ರಿಗಳು ಸಹ ಸಂತಾಪ ಸೂಚಿಸಿದ್ದಾರೆ. ಸಹಕಾರ ಕ್ಷೇತ್ರದಲ್ಲಿ ಅವರು ಸಲ್ಲಿಸಿದ ಸೇವೆ ಸದಾ ಸ್ಮರಣೀಯ ಎಂದು ಹಿರಿಯ ನಾಯಕರು ಹೇಳಿದರು. ಪಕ್ಷದ ಕಚೇರಿಗಳಲ್ಲಿ ಧ್ವಜವನ್ನು ಅರ್ಧಕ್ಕೆ ಇಳಿಸಲಾಯಿತು. ಅವರ ಜನ್ಮಸ್ಥಳದಲ್ಲಿ ಮೌನಾಚರಣೆ ನಡೆಯಿತು. ಹಲವು ಕಾರ್ಯಕ್ರಮಗಳನ್ನು ರದ್ದುಗೊಳಿಸಲಾಗಿದೆ. ಸಾಹಿತ್ಯ, ಕಲಾ ವಲಯದ ಗಣ್ಯರೂ ಸಂತಾಪ ಸೂಚಿಸಿದ್ದಾರೆ. ಅವರ ಸಾಧನೆಗಳನ್ನು ಸ್ಮರಿಸುವ ಶ್ರದ್ಧಾಂಜಲಿ ಸಭೆಗಳು ನಡೆದವು. ನಾಳೆ ಅಂತಿಮ ಯಾತ್ರೆ ನಡೆಯಲಿದೆ ಎಂದು ಪ್ರಕಟಣೆ ತಿಳಿಸಿದೆ. bbox=[1197, 106, 1559, 277]
article-protest-details bbox=[1197, 1784, 1559, 2310]
